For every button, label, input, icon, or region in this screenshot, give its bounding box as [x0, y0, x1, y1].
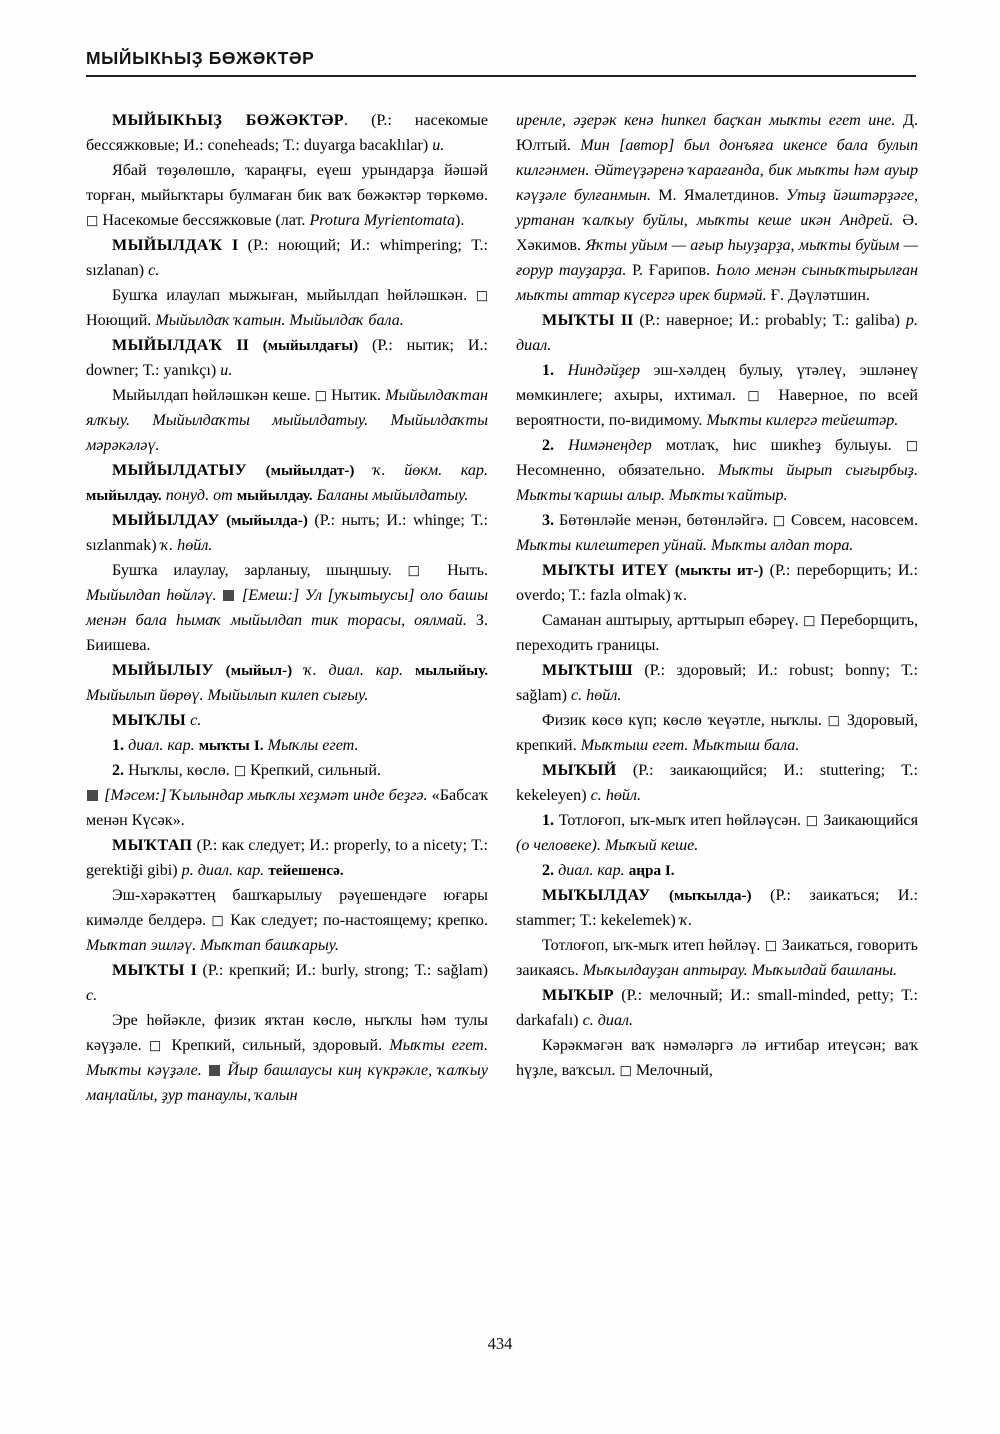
sense-number: 2. [542, 437, 555, 454]
entry-myyylyu [86, 658, 488, 708]
gloss-marker-icon: □ [619, 1063, 632, 1079]
entry-definition [86, 283, 488, 333]
gloss-russian: Ноющий. [86, 312, 152, 329]
sense-1 [86, 733, 488, 758]
gloss-russian: Заикаться, говорить заикаясь. [516, 937, 918, 979]
translations: (Р.: мелочный; И.: small-minded, petty; Т.: darkafalı) [516, 987, 918, 1029]
literary-citation-continued: иренле, әҙерәк кенә һипкел баҫҡан мыҡты егет ине. [516, 112, 896, 129]
translations: (Р.: заикающийся; И.: stuttering; Т.: kekeleyen) [516, 762, 918, 804]
citation-author: Ғ. Дәүләтшин. [770, 287, 871, 304]
cross-reference: тейешенсә. [268, 862, 344, 879]
citation-source: «Бабсаҡ менән Күсәк». [86, 787, 488, 829]
definition-bashkir: Ябай төҙөлөшлө, ҡараңғы, еүеш урындарҙа йәшәй торған, мыйыҡтары булмаған бик ваҡ бөжәктәр төркөмө. [86, 162, 488, 204]
usage-examples: Мыҡлы егет. [267, 737, 359, 754]
grammar-label: и. [220, 362, 233, 379]
latin-species-name: Protura Myrientomata [309, 212, 456, 229]
roman-numeral: I [231, 237, 239, 254]
grammar-label: р. диал. [516, 312, 918, 354]
sense-2 [516, 433, 918, 508]
translations: (Р.: как следует; И.: properly, to a nicety; Т.: gerektiği gibi) [86, 837, 488, 879]
gloss-marker-icon: □ [747, 388, 767, 404]
usage-examples: Мыҡтап эшләү. Мыҡтап башҡарыу. [86, 937, 339, 954]
roman-numeral: II [236, 337, 249, 354]
running-head-text: МЫЙЫКҺЫҘ БӨЖӘКТӘР [86, 48, 315, 68]
entry-myyyldak-1 [86, 233, 488, 283]
cross-reference-roman: I. [253, 737, 264, 754]
gloss-marker-icon: □ [905, 438, 918, 454]
definition-bashkir: Бушҡа илаулап мыжыған, мыйылдап һөйләшкән. [112, 287, 468, 304]
gloss-marker-icon: □ [407, 563, 432, 579]
gloss-marker-icon: □ [314, 388, 328, 404]
translations: (Р.: переборщить; И.: overdo; Т.: fazla olmak) [516, 562, 918, 604]
entry-definition [86, 558, 488, 658]
cross-reference: мыҡты [198, 737, 250, 754]
usage-examples: Мыйылып йөрөү. Мыйылып килеп сығыу. [86, 687, 369, 704]
literary-citation: Һоло менән сыныҡтырылған мыҡты аттар күсергә ирек бирмәй. [516, 262, 919, 304]
gloss-russian: Ныть. [447, 562, 488, 579]
translations: (Р.: нытик; И.: downer; Т.: yanıkçı) [86, 337, 488, 379]
definition-bashkir: эш-хәлдең булыу, үтәлеү, эшләнеү мөмкинлеге; ахыры, ихтимал. [516, 362, 918, 404]
column-left [86, 108, 488, 1308]
gloss-russian: Несомненно, обязательно. [516, 462, 705, 479]
definition-bashkir: мотлаҡ, һис шикһеҙ булыуы. [665, 437, 892, 454]
entry-myyyldatyu [86, 458, 488, 508]
entry-mykly [86, 708, 488, 733]
gloss-marker-icon: □ [211, 913, 225, 929]
sense-1 [516, 808, 918, 858]
translations: (Р.: заикаться; И.: stammer; Т.: kekelemek) [516, 887, 918, 929]
grammar-label: с. [148, 262, 160, 279]
usage-examples: Мыҡты йырып сығырбыҙ. Мыҡты ҡаршы алыр. Мыҡты ҡайтыр. [516, 462, 918, 504]
sense-number: 1. [542, 362, 555, 379]
sense-1 [516, 358, 918, 433]
literary-citation: [Емеш:] Ул [уҡытыусы] оло башы менән бала һымаҡ мыйылдап тик торасы, оялмай. [86, 587, 488, 629]
grammar-label: ҡ. [674, 587, 688, 604]
running-header [86, 48, 916, 77]
grammar-label: р. диал. кар. [181, 862, 265, 879]
sense-number: 2. [112, 762, 125, 779]
headword: МЫЙЫКҺЫҘ БӨЖӘКТӘР [112, 112, 345, 129]
cross-reference: аңра I. [628, 862, 675, 879]
entry-myyykhyz-bozhaktar [86, 108, 488, 158]
entry-myyyldak-2 [86, 333, 488, 383]
citation-marker-icon [209, 1065, 220, 1076]
headword: МЫҠТЫШ [542, 662, 633, 679]
sense-3 [516, 508, 918, 558]
headword: МЫҠТАП [112, 837, 193, 854]
translations: (Р.: наверное; И.: probably; Т.: galiba) [639, 312, 900, 329]
sense-2 [516, 858, 918, 883]
entry-definition [516, 608, 918, 658]
sense-number: 1. [112, 737, 125, 754]
translations: (Р.: ныть; И.: whinge; Т.: sızlanmak) [86, 512, 488, 554]
translations: (Р.: крепкий; И.: burly, strong; Т.: sağlam) [202, 962, 488, 979]
headword-period: . [344, 112, 372, 129]
definition-keyword: Нимәнеңдер [568, 437, 652, 454]
citation-author: З. Биишева. [86, 612, 488, 654]
gloss-russian: Как следует; по-настоящему; крепко. [230, 912, 488, 929]
gloss-russian: Совсем, насовсем. [790, 512, 918, 529]
definition-bashkir: Эре һөйәкле, физик яҡтан көслө, ныҡлы һәм тулы кәүҙәле. [86, 1012, 488, 1054]
headword: МЫЙЫЛДАУ [112, 512, 220, 529]
translations: (Р.: насекомые бессяжковые; И.: coneheads; Т.: duyarga bacaklılar) [86, 112, 488, 154]
definition-bashkir: Мыйылдап һөйләшкән кеше. [112, 387, 311, 404]
headword: МЫЙЫЛДАҠ [112, 337, 223, 354]
header-rule [86, 75, 916, 77]
usage-examples: Мыйылдаҡтан ялҡыу. Мыйылдаҡты мыйылдатыу. Мыйылдаҡты мәрәкәләү. [86, 387, 488, 454]
usage-examples: Мыйылдаҡ ҡатын. Мыйылдаҡ бала. [155, 312, 404, 329]
definition-bashkir: Саманан аштырыу, арттырып ебәреү. [542, 612, 799, 629]
gloss-russian: Нытик. [331, 387, 382, 404]
headword: МЫЙЫЛДАҠ [112, 237, 223, 254]
headword: МЫҠЫР [542, 987, 614, 1004]
gloss-marker-icon: □ [233, 763, 247, 779]
entry-definition [86, 1008, 488, 1108]
usage-examples: Мыҡтыш егет. Мыҡтыш бала. [580, 737, 800, 754]
roman-numeral: I [190, 962, 197, 979]
citation-author: М. Ямалетдинов. [658, 187, 779, 204]
grammar-label: ҡ. [679, 912, 693, 929]
headword: МЫЙЫЛЫУ [112, 662, 214, 679]
entry-definition [86, 158, 488, 233]
headword: МЫҠЫЙ [542, 762, 617, 779]
literary-citation: Яҡты уйым — ағыр һыуҙарҙа, мыҡты буйым — ғорур тауҙарҙа. [516, 237, 918, 279]
gloss-marker-icon: □ [803, 613, 816, 629]
usage-examples: Мыҡты килештереп уйнай. Мыҡты алдап тора. [516, 537, 854, 554]
grammar-label: с. диал. [582, 1012, 634, 1029]
grammar-label: с. һөйл. [590, 787, 641, 804]
headword: МЫҠЛЫ [112, 712, 187, 729]
headword: МЫҠТЫ [112, 962, 185, 979]
entry-definition [86, 883, 488, 958]
grammar-label: диал. кар. [128, 737, 199, 754]
gloss-marker-icon: □ [764, 938, 778, 954]
gloss-marker-icon: □ [827, 713, 842, 729]
definition-keyword: Ниндәйҙер [567, 362, 641, 379]
entry-mykty-1 [86, 958, 488, 1008]
translations: (Р.: ноющий; И.: whimpering; Т.: sızlanan) [86, 237, 488, 279]
grammar-label: диал. кар. [558, 862, 629, 879]
gloss-russian: Заикающийся [823, 812, 918, 829]
entry-definition [516, 1033, 918, 1083]
definition-bashkir: Бөтөнләйе менән, бөтөнләйгә. [559, 512, 768, 529]
entry-mykty-iteu [516, 558, 918, 608]
entry-mykyr [516, 983, 918, 1033]
sense-2-citation [86, 783, 488, 833]
grammar-label: ҡ. һөйл. [160, 537, 213, 554]
entry-mykyy [516, 758, 918, 808]
gloss-marker-icon: □ [475, 288, 488, 304]
sense-2 [86, 758, 488, 783]
cross-reference: мыйылдау. [86, 487, 162, 504]
definition-bashkir: Физик көсө күп; көслө ҡеүәтле, ныҡлы. [542, 712, 822, 729]
definition-bashkir: Тотлоғоп, ыҡ-мыҡ итеп һөйләү. [542, 937, 761, 954]
usage-examples: Мыҡый кеше. [604, 837, 699, 854]
headword: МЫҠТЫ [542, 312, 615, 329]
roman-numeral: II [620, 312, 634, 329]
cross-reference-ru: мыйылдау. [236, 487, 313, 504]
gloss-russian: Крепкий, сильный. [250, 762, 381, 779]
usage-examples: Мыҡты килергә тейештәр. [706, 412, 899, 429]
gloss-russian: Мелочный, [635, 1062, 713, 1079]
gloss-marker-icon: □ [148, 1038, 165, 1054]
entry-definition [516, 933, 918, 983]
sense-number: 3. [542, 512, 555, 529]
cross-reference: мылыйыу. [414, 662, 488, 679]
entry-myktysh [516, 658, 918, 708]
sense-number: 1. [542, 812, 555, 829]
gloss-russian: Крепкий, сильный, здоровый. [171, 1037, 383, 1054]
usage-examples: Мыйылдап һөйләү. [86, 587, 217, 604]
literary-citation-start: Йыр башлаусы киң күкрәкле, ҡалҡыу маңлайлы, ҙур танаулы, ҡалын [86, 1062, 488, 1104]
headword: МЫЙЫЛДАТЫУ [112, 462, 247, 479]
headword-variant: (мыйыл-) [225, 662, 293, 679]
column-right [516, 108, 918, 1308]
translations: (Р.: здоровый; И.: robust; bonny; Т.: sağlam) [516, 662, 918, 704]
gloss-marker-icon: □ [86, 213, 99, 229]
literary-citation: [Мәсем:] Ҡылындар мыҡлы хеҙмәт инде беҙгә. [104, 787, 428, 804]
entry-definition [86, 383, 488, 458]
citation-author: Р. Ғарипов. [632, 262, 711, 279]
gloss-russian: Переборщить, переходить границы. [516, 612, 918, 654]
entry-mykyldau [516, 883, 918, 933]
grammar-label: с. [86, 987, 98, 1004]
definition-bashkir: Эш-хәрәкәттең башҡарылыу рәүешендәге юғары кимәлде белдерә. [86, 887, 488, 929]
entry-myktap [86, 833, 488, 883]
headword-variant: (мыҡылда-) [668, 887, 752, 904]
definition-bashkir: Ныҡлы, көслө. [128, 762, 230, 779]
usage-examples: Мыҡылдауҙан аптырау. Мыҡылдай башланы. [582, 962, 898, 979]
citation-author: Д. Юлтый. [516, 112, 918, 154]
gloss-marker-icon: □ [772, 513, 787, 529]
headword-variant: (мыйылдат-) [265, 462, 355, 479]
gloss-russian: Здоровый, крепкий. [516, 712, 918, 754]
entry-mykty-2 [516, 308, 918, 358]
headword: МЫҠТЫ ИТЕҮ [542, 562, 669, 579]
grammar-label: с. һөйл. [570, 687, 622, 704]
grammar-label: и. [432, 137, 445, 154]
definition-bashkir: Кәрәкмәгән ваҡ нәмәләргә лә иғтибар итеүсән; ваҡ һүҙле, ваҡсыл. [516, 1037, 918, 1079]
entry-myyyldau [86, 508, 488, 558]
text-columns [86, 108, 918, 1308]
gloss-russian: Насекомые бессяжковые (лат. Protura Myrientomata). [102, 212, 465, 229]
headword-variant: (мыйылдағы) [262, 337, 359, 354]
citation-marker-icon [87, 790, 98, 801]
grammar-label: ҡ. йөкм. кар. [373, 462, 489, 479]
definition-bashkir: Тотлоғоп, ыҡ-мыҡ итеп һөйләүсән. [558, 812, 802, 829]
usage-examples: Мыҡты егет. Мыҡты кәүҙәле. [86, 1037, 488, 1079]
page-number: 434 [487, 1334, 513, 1353]
grammar-label: ҡ. диал. кар. [304, 662, 415, 679]
citation-author: Ә. Хәкимов. [516, 212, 918, 254]
entry-definition [516, 708, 918, 758]
gloss-note: (о человеке). [516, 837, 601, 854]
gloss-russian: Наверное, по всей вероятности, по-видимому. [516, 387, 918, 429]
definition-bashkir: Бушҡа илаулау, зарланыу, шыңшыу. [112, 562, 392, 579]
usage-examples: Баланы мыйылдатыу. [316, 487, 469, 504]
headword-variant: (мыйылда-) [226, 512, 308, 529]
grammar-label-ru: понуд. от [165, 487, 237, 504]
headword: МЫҠЫЛДАУ [542, 887, 651, 904]
citation-marker-icon [223, 590, 234, 601]
grammar-label: с. [190, 712, 202, 729]
literary-citation: Мин [автор] был донъяға икенсе бала булып килгәнмен. Әйтеүҙәренә ҡарағанда, бик мыҡты һәм ауыр кәүҙәле булғанмын. [516, 137, 919, 204]
sense-number: 2. [542, 862, 555, 879]
literary-citation: Утыҙ йәштәрҙәге, уртанан ҡалҡыу буйлы, мыҡты кеше икән Андрей. [516, 187, 919, 229]
citation-continuation [516, 108, 918, 308]
headword-variant: (мыҡты ит-) [674, 562, 764, 579]
gloss-marker-icon: □ [805, 813, 819, 829]
